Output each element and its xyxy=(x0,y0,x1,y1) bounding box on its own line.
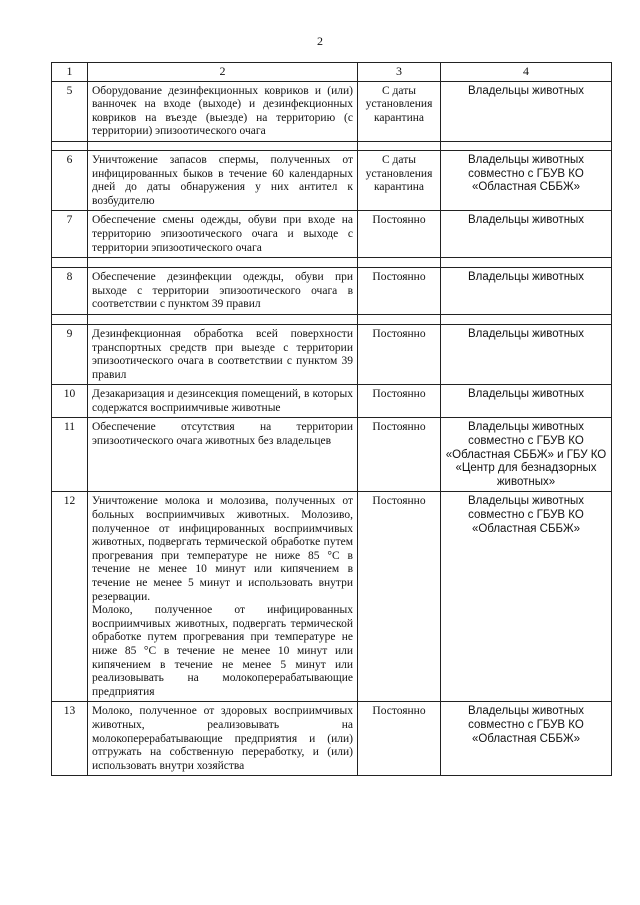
measure-paragraph: Дезинфекционная обработка всей поверхности транспортных средств при выезде с территории эпизоотического очага в соответствии с пунктом 39 правил xyxy=(92,327,353,381)
row-spacer xyxy=(52,141,612,150)
spacer-cell xyxy=(358,258,441,268)
measure-text xyxy=(88,385,358,418)
spacer-cell xyxy=(441,314,612,324)
measure-paragraph: Молоко, полученное от инфицированных восприимчивых животных, подвергать термической обработке путем прогревания при температуре не ниже 85 °С в течение не менее 10 минут или кипячением в течение не менее 5 минут или реализовывать на молокоперерабатывающие предприятия xyxy=(92,604,353,698)
row-number: 11 xyxy=(52,418,88,492)
row-number: 5 xyxy=(52,81,88,141)
table-row xyxy=(52,492,612,702)
responsible-cell: Владельцы животных xyxy=(441,324,612,384)
row-number: 6 xyxy=(52,150,88,210)
row-number: 12 xyxy=(52,492,88,702)
spacer-cell xyxy=(52,314,88,324)
term-cell: Постоянно xyxy=(358,324,441,384)
header-cell-measure: 2 xyxy=(88,63,358,82)
term-cell: С даты установления карантина xyxy=(358,150,441,210)
spacer-cell xyxy=(358,314,441,324)
measure-text xyxy=(88,211,358,258)
measure-text xyxy=(88,81,358,141)
term-cell: Постоянно xyxy=(358,702,441,776)
table-row xyxy=(52,150,612,210)
term-cell: Постоянно xyxy=(358,418,441,492)
responsible-cell: Владельцы животных xyxy=(441,211,612,258)
responsible-cell: Владельцы животных xyxy=(441,268,612,315)
measure-text xyxy=(88,702,358,776)
spacer-cell xyxy=(88,258,358,268)
row-number: 10 xyxy=(52,385,88,418)
row-number: 9 xyxy=(52,324,88,384)
table-row xyxy=(52,702,612,776)
spacer-cell xyxy=(88,141,358,150)
table-body xyxy=(52,63,612,776)
header-cell-num: 1 xyxy=(52,63,88,82)
table-row xyxy=(52,211,612,258)
responsible-cell: Владельцы животных совместно с ГБУВ КО «Областная СББЖ» и ГБУ КО «Центр для безнадзорных животных» xyxy=(441,418,612,492)
responsible-cell: Владельцы животных совместно с ГБУВ КО «Областная СББЖ» xyxy=(441,492,612,702)
measure-paragraph: Обеспечение смены одежды, обуви при входе на территорию эпизоотического очага и выходе с территории эпизоотического очага xyxy=(92,214,353,254)
table-row xyxy=(52,324,612,384)
measure-paragraph: Уничтожение молока и молозива, полученных от больных восприимчивых животных. Молозиво, полученное от инфицированных восприимчивых животных, подвергать термической обработке путем прогревания при температуре не ниже 85 °С в течение не менее 10 минут или кипячением в течение не менее 5 минут и использовать внутри резервации. xyxy=(92,495,353,603)
row-number: 8 xyxy=(52,268,88,315)
term-cell: С даты установления карантина xyxy=(358,81,441,141)
responsible-cell: Владельцы животных xyxy=(441,385,612,418)
row-spacer xyxy=(52,314,612,324)
measure-text xyxy=(88,418,358,492)
measure-text xyxy=(88,268,358,315)
measure-paragraph: Дезакаризация и дезинсекция помещений, в которых содержатся восприимчивые животные xyxy=(92,388,353,414)
measure-paragraph: Оборудование дезинфекционных ковриков и (или) ванночек на входе (выходе) и дезинфекционных ковриков на въезде (выезде) на территорию (с территории) эпизоотического очага xyxy=(92,84,353,138)
table-row xyxy=(52,268,612,315)
spacer-cell xyxy=(88,314,358,324)
header-cell-responsible: 4 xyxy=(441,63,612,82)
table-row xyxy=(52,81,612,141)
row-number: 7 xyxy=(52,211,88,258)
term-cell: Постоянно xyxy=(358,268,441,315)
spacer-cell xyxy=(52,141,88,150)
measures-table xyxy=(51,62,612,776)
table-row xyxy=(52,385,612,418)
row-number: 13 xyxy=(52,702,88,776)
spacer-cell xyxy=(52,258,88,268)
measure-text xyxy=(88,150,358,210)
table-header-row xyxy=(52,63,612,82)
measure-text xyxy=(88,324,358,384)
responsible-cell: Владельцы животных xyxy=(441,81,612,141)
spacer-cell xyxy=(441,141,612,150)
spacer-cell xyxy=(441,258,612,268)
spacer-cell xyxy=(358,141,441,150)
header-cell-term: 3 xyxy=(358,63,441,82)
measure-paragraph: Уничтожение запасов спермы, полученных от инфицированных быков в течение 60 календарных дней до даты обнаружения у них антител к возбудителю xyxy=(92,153,353,207)
row-spacer xyxy=(52,258,612,268)
responsible-cell: Владельцы животных совместно с ГБУВ КО «Областная СББЖ» xyxy=(441,702,612,776)
measure-text xyxy=(88,492,358,702)
term-cell: Постоянно xyxy=(358,385,441,418)
term-cell: Постоянно xyxy=(358,492,441,702)
page-number: 2 xyxy=(317,34,323,48)
term-cell: Постоянно xyxy=(358,211,441,258)
measure-paragraph: Обеспечение отсутствия на территории эпизоотического очага животных без владельцев xyxy=(92,421,353,448)
measure-paragraph: Молоко, полученное от здоровых восприимчивых животных, реализовывать на молокоперерабатывающие предприятия и (или) отгружать на собственную переработку, и (или) использовать внутри хозяйства xyxy=(92,705,353,772)
responsible-cell: Владельцы животных совместно с ГБУВ КО «Областная СББЖ» xyxy=(441,150,612,210)
measure-paragraph: Обеспечение дезинфекции одежды, обуви при выходе с территории эпизоотического очага в соответствии с пунктом 39 правил xyxy=(92,271,353,311)
table-row xyxy=(52,418,612,492)
